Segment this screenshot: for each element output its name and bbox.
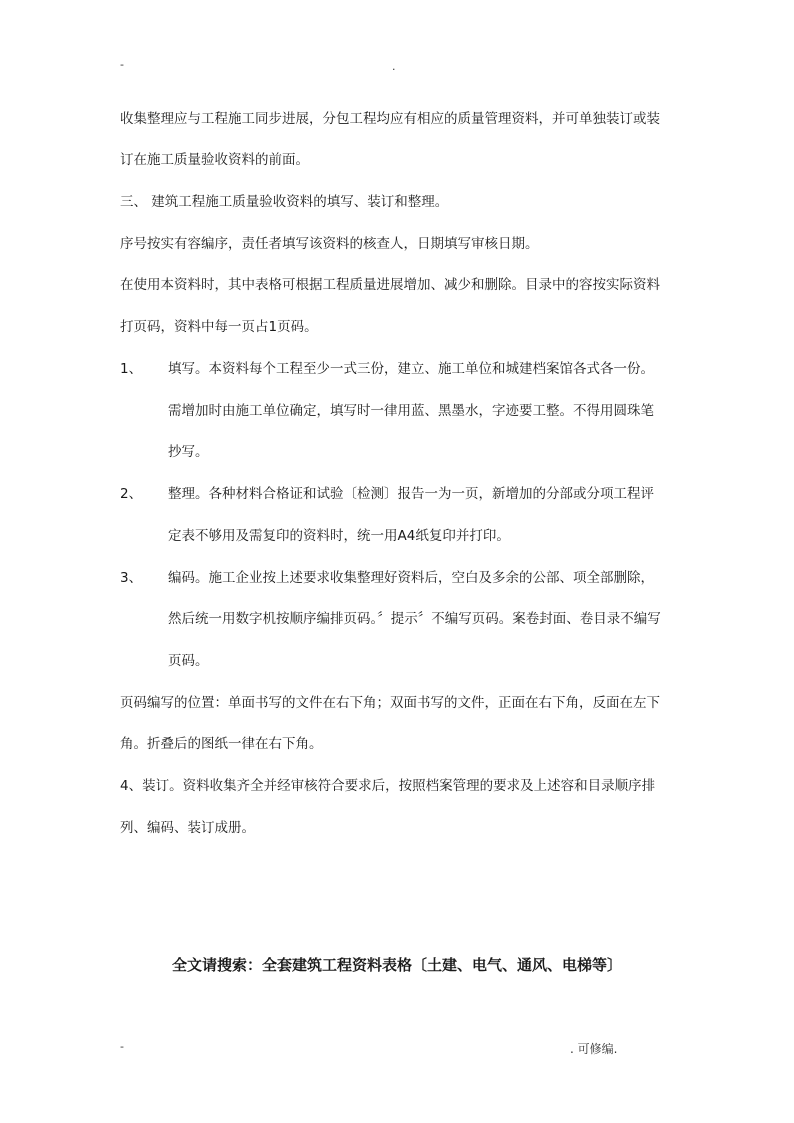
paragraph-3-line-1: 在使用本资料时，其中表格可根据工程质量进展增加、减少和删除。目录中的容按实际资料 [120,277,660,293]
footer-search-title: 全文请搜索：全套建筑工程资料表格〔土建、电气、通风、电梯等〕 [171,956,622,974]
section-heading-3: 三、 建筑工程施工质量验收资料的填写、装订和整理。 [120,194,449,210]
item-2-line-1: 整理。各种材料合格证和试验〔检测〕报告一为一页，新增加的分部或分项工程评 [168,486,654,502]
item-3-line-3: 页码。 [168,653,209,669]
item-3-number: 3、 [120,570,143,586]
item-1-line-3: 抄写。 [168,444,209,460]
paragraph-2: 序号按实有容编序，责任者填写该资料的核查人，日期填写审核日期。 [120,236,539,252]
paragraph-1-line-1: 收集整理应与工程施工同步进展，分包工程均应有相应的质量管理资料，并可单独装订或装 [120,111,660,127]
paragraph-4-line-1: 页码编写的位置：单面书写的文件在右下角；双面书写的文件，正面在右下角，反面在左下 [120,695,660,711]
item-3-line-2: 然后统一用数字机按顺序编排页码。〞提示〞不编写页码。案卷封面、卷目录不编写 [168,611,661,627]
item-2-number: 2、 [120,486,143,502]
footer-editable-note: . 可修编. [570,1042,618,1056]
paragraph-3-line-2: 打页码，资料中每一页占1页码。 [120,319,318,335]
item-1-line-2: 需增加时由施工单位确定，填写时一律用蓝、黑墨水，字迹要工整。不得用圆珠笔 [168,403,654,419]
item-2-line-2: 定表不够用及需复印的资料时，统一用A4纸复印并打印。 [168,528,510,544]
item-1-number: 1、 [120,361,143,377]
footer-left-mark: - [120,1040,124,1053]
header-center-mark: . [392,60,396,73]
paragraph-5-line-1: 4、装订。资料收集齐全并经审核符合要求后，按照档案管理的要求及上述容和目录顺序排 [120,778,656,794]
paragraph-4-line-2: 角。折叠后的图纸一律在右下角。 [120,736,323,752]
header-left-mark: - [120,58,124,71]
item-3-line-1: 编码。施工企业按上述要求收集整理好资料后，空白及多余的公部、项全部删除， [168,570,654,586]
item-1-line-1: 填写。本资料每个工程至少一式三份，建立、施工单位和城建档案馆各式各一份。 [168,361,654,377]
paragraph-5-line-2: 列、编码、装订成册。 [120,820,255,836]
paragraph-1-line-2: 订在施工质量验收资料的前面。 [120,152,309,168]
